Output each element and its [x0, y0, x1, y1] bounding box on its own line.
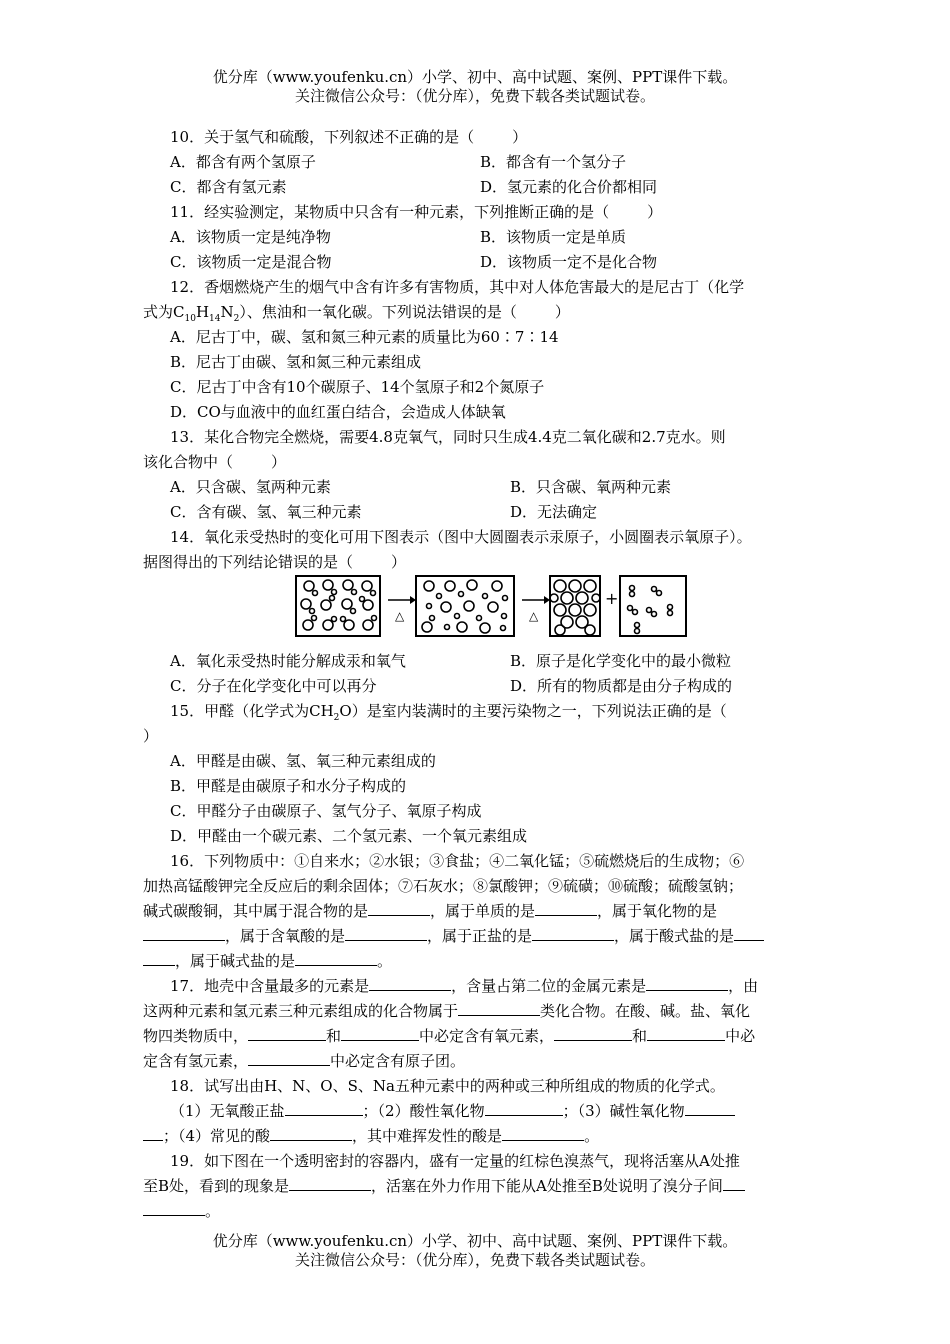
q15-stem-line-2: ） — [143, 727, 159, 745]
q14-option-b[interactable]: B．原子是化学变化中的最小微粒 — [510, 652, 732, 670]
q17-blank-1[interactable] — [369, 976, 451, 991]
mercury-oxide-diagram — [292, 574, 692, 640]
q18-blank-1[interactable] — [285, 1101, 363, 1116]
q17-blank-7[interactable] — [647, 1026, 725, 1041]
q17-line-3: 物四类物质中， 和 中必定含有氧元素， 和 中必 — [143, 1027, 756, 1045]
header-line-2: 关注微信公众号：（优分库），免费下载各类试题试卷。 — [294, 87, 655, 105]
q17-line-2: 这两种元素和氢元素三种元素组成的化合物属于 类化合物。在酸、碱。盐、氧化 — [143, 1002, 751, 1020]
q17-line-4: 定含有氢元素， 中必定含有原子团。 — [143, 1052, 466, 1070]
q16-blank-element[interactable] — [535, 901, 597, 916]
q13-option-a[interactable]: A．只含碳、氢两种元素 — [170, 478, 331, 496]
q18-blank-2[interactable] — [485, 1101, 563, 1116]
q17-blank-4[interactable] — [248, 1026, 326, 1041]
q12-option-a[interactable]: A．尼古丁中，碳、氢和氮三种元素的质量比为60∶7∶14 — [170, 328, 559, 346]
q16-blank-acid-salt-cont[interactable] — [143, 951, 175, 966]
q12-option-d[interactable]: D．CO与血液中的血红蛋白结合，会造成人体缺氧 — [170, 403, 506, 421]
q16-blank-acid-salt[interactable] — [734, 926, 764, 941]
q16-line-5: ，属于碱式盐的是 。 — [143, 951, 392, 971]
q11-option-d[interactable]: D．该物质一定不是化合物 — [480, 253, 658, 271]
q18-line-1: （1）无氧酸正盐 ；（2）酸性氧化物 ；（3）碱性氧化物 — [170, 1101, 735, 1121]
q10-stem: 10．关于氢气和硫酸，下列叙述不正确的是（ ） — [170, 128, 528, 146]
q12-stem-line-1: 12．香烟燃烧产生的烟气中含有许多有害物质，其中对人体危害最大的是尼古丁（化学 — [170, 278, 745, 296]
header-line-1: 优分库（www.youfenku.cn）小学、初中、高中试题、案例、PPT课件下载。 — [212, 68, 738, 86]
q13-option-d[interactable]: D．无法确定 — [510, 503, 598, 521]
q17-line-1: 17．地壳中含量最多的元素是 ，含量占第二位的金属元素是 ，由 — [170, 977, 759, 995]
q10-option-a[interactable]: A．都含有两个氢原子 — [170, 153, 316, 171]
footer-line-2: 关注微信公众号：（优分库），免费下载各类试题试卷。 — [294, 1251, 655, 1269]
q14-option-d[interactable]: D．所有的物质都是由分子构成的 — [510, 677, 733, 695]
q13-stem-line-1: 13．某化合物完全燃烧，需要4.8克氧气，同时只生成4.4克二氧化碳和2.7克水。则 — [170, 428, 726, 446]
q12-option-c[interactable]: C．尼古丁中含有10个碳原子、14个氢原子和2个氮原子 — [170, 378, 545, 396]
q19-line-3: 。 — [143, 1201, 220, 1221]
hgo-molecule-box — [296, 576, 380, 636]
q11-option-a[interactable]: A．该物质一定是纯净物 — [170, 228, 331, 246]
q19-line-1: 19．如下图在一个透明密封的容器内，盛有一定量的红棕色溴蒸气，现将活塞从A处推 — [170, 1152, 740, 1170]
q16-blank-mixture[interactable] — [368, 901, 430, 916]
q15-option-a[interactable]: A．甲醛是由碳、氢、氧三种元素组成的 — [170, 752, 436, 770]
q10-option-b[interactable]: B．都含有一个氢分子 — [480, 153, 627, 171]
q16-line-1: 16．下列物质中：①自来水；②水银；③食盐；④二氧化锰；⑤硫燃烧后的生成物；⑥ — [170, 852, 745, 870]
q18-line-2: ；（4）常见的酸 ，其中难挥发性的酸是 。 — [143, 1126, 599, 1146]
q14-stem-line-2: 据图得出的下列结论错误的是（ ） — [143, 553, 407, 571]
q18-blank-4[interactable] — [270, 1126, 352, 1141]
q12-stem-line-2: 式为$C_{10}H_{14}N_2$）、焦油和一氧化碳。下列说法错误的是（ ） — [143, 303, 570, 324]
q13-option-b[interactable]: B．只含碳、氧两种元素 — [510, 478, 672, 496]
q10-option-d[interactable]: D．氢元素的化合价都相同 — [480, 178, 658, 196]
q16-line-2: 加热高锰酸钾完全反应后的剩余固体；⑦石灰水；⑧氯酸钾；⑨硫磺；⑩硫酸；硫酸氢钠； — [143, 877, 744, 895]
q15-stem-line-1: 15．甲醛（化学式为$CH_2O$）是室内装满时的主要污染物之一，下列说法正确的是（ — [170, 702, 727, 723]
footer-line-1: 优分库（www.youfenku.cn）小学、初中、高中试题、案例、PPT课件下载。 — [212, 1232, 738, 1250]
q14-option-a[interactable]: A．氧化汞受热时能分解成汞和氧气 — [170, 652, 406, 670]
q18-stem: 18．试写出由H、N、O、S、Na五种元素中的两种或三种所组成的物质的化学式。 — [170, 1077, 725, 1095]
plus-sign: + — [605, 589, 619, 608]
q13-option-c[interactable]: C．含有碳、氢、氧三种元素 — [170, 503, 362, 521]
q17-blank-3[interactable] — [458, 1001, 540, 1016]
q11-option-c[interactable]: C．该物质一定是混合物 — [170, 253, 332, 271]
q12-option-b[interactable]: B．尼古丁由碳、氢和氮三种元素组成 — [170, 353, 422, 371]
q15-option-d[interactable]: D．甲醛由一个碳元素、二个氢元素、一个氧元素组成 — [170, 827, 528, 845]
q16-blank-oxide[interactable] — [143, 926, 225, 941]
q14-option-c[interactable]: C．分子在化学变化中可以再分 — [170, 677, 377, 695]
q16-blank-oxyacid[interactable] — [345, 926, 427, 941]
q18-blank-3[interactable] — [685, 1101, 735, 1116]
q19-blank-2-cont[interactable] — [143, 1201, 205, 1216]
q11-option-b[interactable]: B．该物质一定是单质 — [480, 228, 627, 246]
q16-blank-basic-salt[interactable] — [295, 951, 377, 966]
q17-blank-8[interactable] — [248, 1051, 330, 1066]
q15-option-c[interactable]: C．甲醛分子由碳原子、氢气分子、氧原子构成 — [170, 802, 482, 820]
heat-symbol-1: △ — [395, 609, 405, 623]
q16-blank-normal-salt[interactable] — [532, 926, 614, 941]
q19-blank-1[interactable] — [289, 1176, 371, 1191]
q19-line-2: 至B处，看到的现象是 ，活塞在外力作用下能从A处推至B处说明了溴分子间 — [143, 1176, 745, 1196]
q14-stem-line-1: 14．氧化汞受热时的变化可用下图表示（图中大圆圈表示汞原子，小圆圈表示氧原子）。 — [170, 528, 752, 546]
q16-line-4: ，属于含氧酸的是 ，属于正盐的是 ，属于酸式盐的是 — [143, 926, 764, 946]
heat-symbol-2: △ — [529, 609, 539, 623]
q11-stem: 11．经实验测定，某物质中只含有一种元素，下列推断正确的是（ ） — [170, 203, 663, 221]
q15-option-b[interactable]: B．甲醛是由碳原子和水分子构成的 — [170, 777, 407, 795]
mercury-box — [550, 576, 600, 636]
q18-blank-5[interactable] — [502, 1126, 584, 1141]
q17-blank-2[interactable] — [646, 976, 728, 991]
q10-option-c[interactable]: C．都含有氢元素 — [170, 178, 287, 196]
q16-line-3: 碱式碳酸铜，其中属于混合物的是 ，属于单质的是 ，属于氧化物的是 — [143, 902, 718, 920]
q17-blank-5[interactable] — [341, 1026, 419, 1041]
q13-stem-line-2: 该化合物中（ ） — [143, 453, 287, 471]
q19-blank-2[interactable] — [723, 1176, 745, 1191]
q17-blank-6[interactable] — [554, 1026, 632, 1041]
q18-blank-3-cont[interactable] — [143, 1126, 163, 1141]
